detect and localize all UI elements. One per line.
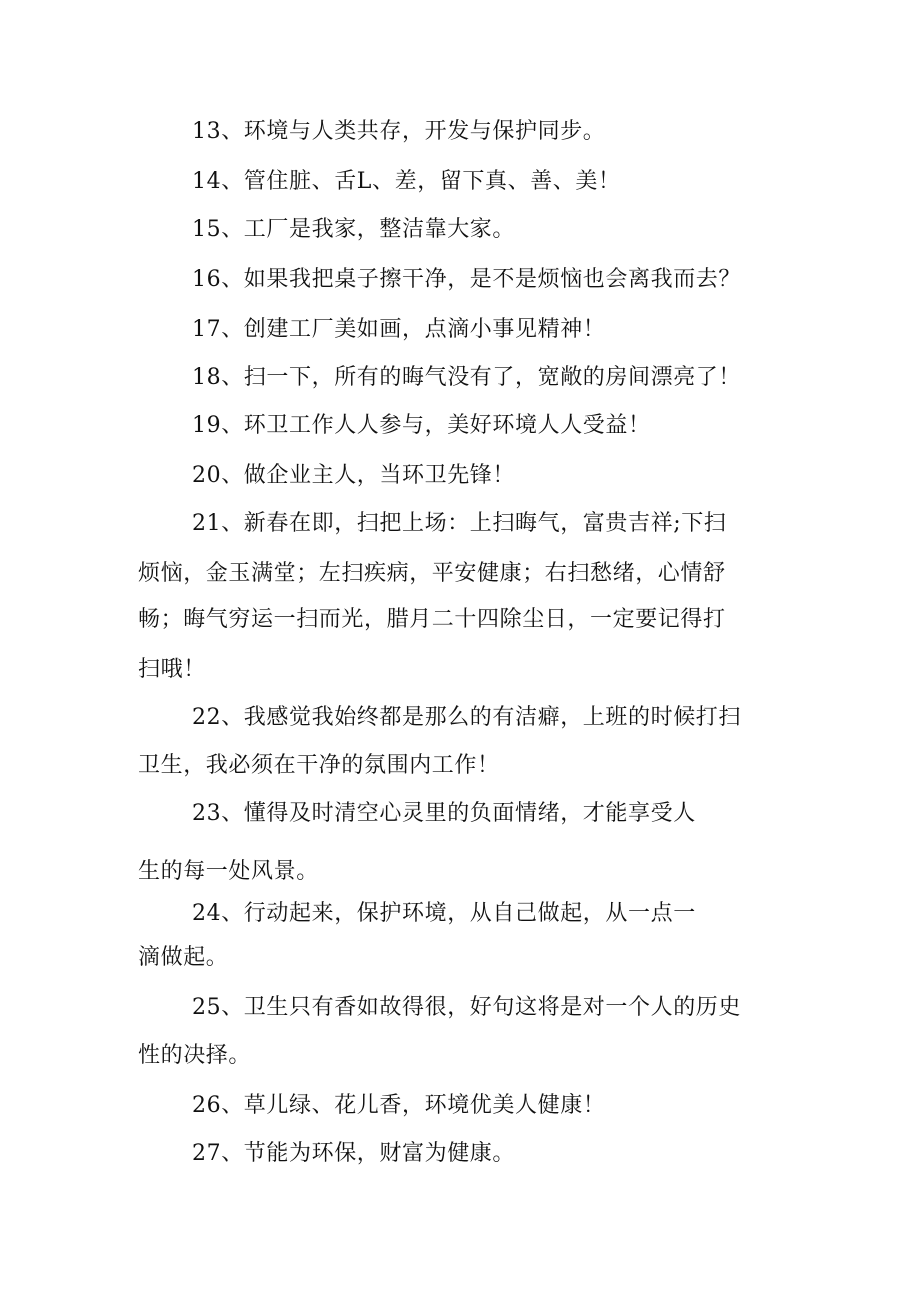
slogan-21-line-4: 扫哦！ <box>138 657 206 682</box>
slogan-24-line-2: 滴做起。 <box>138 945 229 970</box>
slogan-16: 16、如果我把桌子擦干净，是不是烦恼也会离我而去？ <box>192 267 741 292</box>
slogan-26: 26、草儿绿、花儿香，环境优美人健康！ <box>192 1093 606 1118</box>
slogan-27: 27、节能为环保，财富为健康。 <box>192 1141 515 1166</box>
slogan-23-line-1: 23、懂得及时清空心灵里的负面情绪，才能享受人 <box>192 801 696 826</box>
slogan-13: 13、环境与人类共存，开发与保护同步。 <box>192 119 606 144</box>
slogan-18: 18、扫一下，所有的晦气没有了，宽敞的房间漂亮了！ <box>192 365 741 390</box>
slogan-21-line-3: 畅；晦气穷运一扫而光，腊月二十四除尘日，一定要记得打 <box>138 607 726 632</box>
slogan-22-line-2: 卫生，我必须在干净的氛围内工作！ <box>138 753 500 778</box>
slogan-19: 19、环卫工作人人参与，美好环境人人受益！ <box>192 413 651 438</box>
slogan-25-line-2: 性的决择。 <box>138 1043 252 1068</box>
slogan-21-line-2: 烦恼，金玉满堂；左扫疾病，平安健康；右扫愁绪，心情舒 <box>138 561 726 586</box>
slogan-15: 15、工厂是我家，整洁靠大家。 <box>192 217 515 242</box>
slogan-20: 20、做企业主人，当环卫先锋！ <box>192 463 515 488</box>
slogan-14: 14、管住脏、舌L、差，留下真、善、美！ <box>192 169 621 194</box>
slogan-23-line-2: 生的每一处风景。 <box>138 859 319 884</box>
slogan-17: 17、创建工厂美如画，点滴小事见精神！ <box>192 317 606 342</box>
slogan-24-line-1: 24、行动起来，保护环境，从自己做起，从一点一 <box>192 901 696 926</box>
slogan-25-line-1: 25、卫生只有香如故得很，好句这将是对一个人的历史 <box>192 995 741 1020</box>
slogan-22-line-1: 22、我感觉我始终都是那么的有洁癖，上班的时候打扫 <box>192 705 741 730</box>
slogan-21-line-1: 21、新春在即，扫把上场：上扫晦气，富贵吉祥;下扫 <box>192 511 727 536</box>
